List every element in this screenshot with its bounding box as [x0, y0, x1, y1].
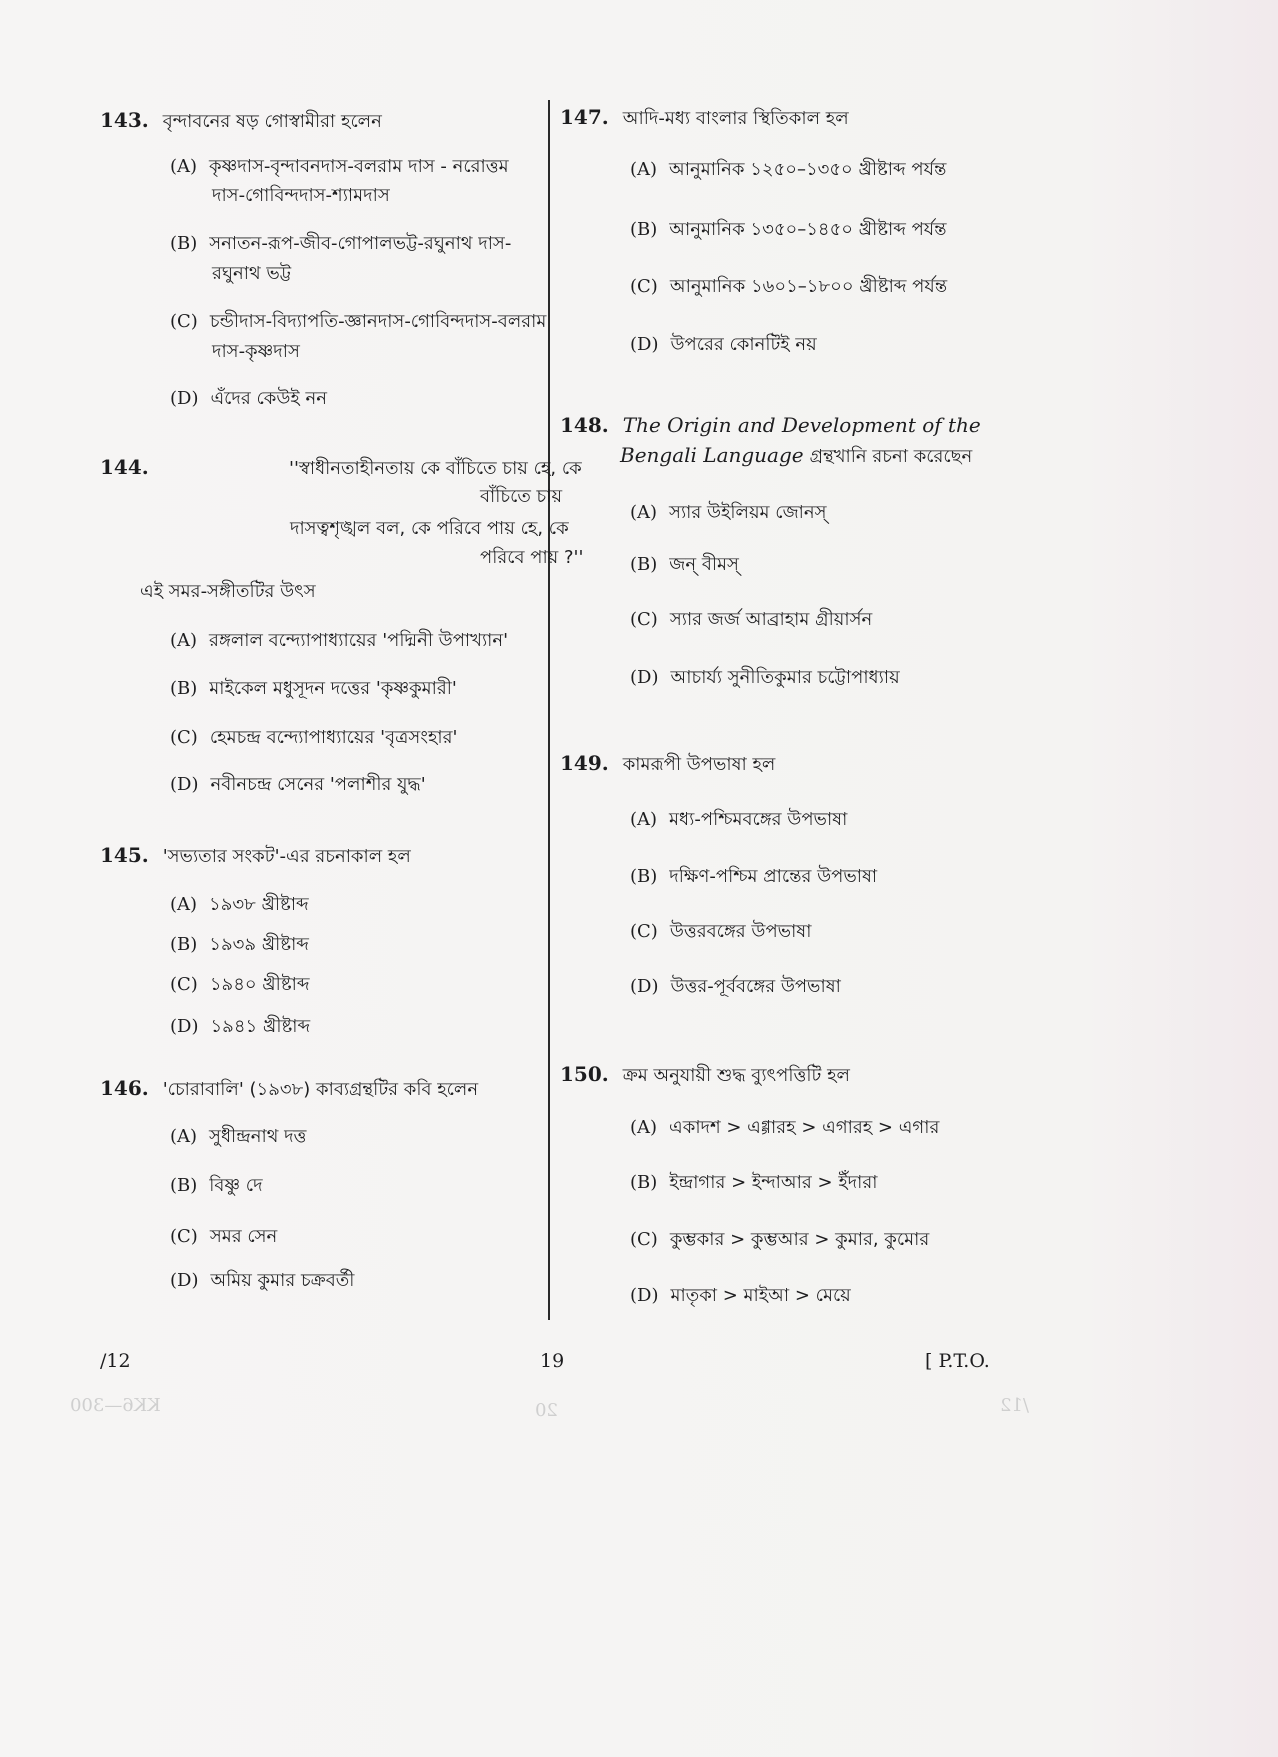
option-a [170, 893, 309, 917]
option-text: একাদশ > এগ্গারহ > এগারহ > এগার [669, 1117, 940, 1138]
question-stem-line [560, 413, 981, 439]
option-label: (B) [170, 233, 198, 254]
option-d [170, 773, 426, 797]
option-a [170, 629, 508, 653]
question-number: 149. [560, 751, 609, 775]
question-stem-text: আদি-মধ্য বাংলার স্থিতিকাল হল [622, 108, 849, 129]
option-label: (B) [630, 554, 658, 575]
option-label: (B) [170, 1175, 198, 1196]
option-label: (B) [630, 1172, 658, 1193]
question-stem-line [560, 1062, 850, 1088]
option-b [212, 262, 291, 286]
option-text: স্যার উইলিয়ম জোনস্ [669, 502, 827, 523]
option-d [170, 1015, 310, 1039]
option-d [170, 1269, 354, 1293]
option-text: কুম্ভকার > কুম্ভআর > কুমার, কুমোর [669, 1229, 930, 1250]
question-stem-text: দাসত্বশৃঙ্খল বল, কে পরিবে পায় হে, কে [290, 518, 569, 539]
question-stem-text: বৃন্দাবনের ষড় গোস্বামীরা হলেন [162, 111, 382, 132]
option-label: (A) [170, 1126, 198, 1147]
option-text: আনুমানিক ১৩৫০–১৪৫০ খ্রীষ্টাব্দ পর্যন্ত [669, 219, 947, 240]
question-stem-text: ক্রম অনুযায়ী শুদ্ধ ব্যুৎপত্তিটি হল [622, 1065, 850, 1086]
question-stem-text: ''স্বাধীনতাহীনতায় কে বাঁচিতে চায় হে, কে [289, 458, 582, 479]
option-label: (D) [630, 976, 659, 997]
bleed-through-code: KK6—300 [70, 1395, 161, 1416]
question-stem-text: পরিবে পায় ?'' [480, 547, 584, 568]
question-number: 148. [560, 413, 609, 437]
option-c [630, 1228, 929, 1252]
option-text: সুধীন্দ্রনাথ দত্ত [209, 1126, 307, 1147]
option-text: মধ্য-পশ্চিমবঙ্গের উপভাষা [669, 809, 848, 830]
question-stem-line [560, 105, 849, 131]
option-text: ইন্দ্রাগার > ইন্দাআর > ইঁদারা [669, 1172, 878, 1193]
option-label: (B) [170, 934, 198, 955]
option-label: (C) [630, 609, 658, 630]
option-label: (D) [170, 388, 199, 409]
question-stem-line [100, 1076, 478, 1102]
option-a [630, 808, 847, 832]
question-number: 147. [560, 105, 609, 129]
option-label: (A) [170, 894, 198, 915]
option-a [170, 155, 509, 179]
question-stem-text: এই সমর-সঙ্গীতটির উৎস [140, 581, 316, 602]
option-text: এঁদের কেউই নন [210, 388, 327, 409]
option-text: স্যার জর্জ আব্রাহাম গ্রীয়ার্সন [669, 609, 873, 630]
question-stem-line [560, 751, 775, 777]
option-label: (A) [630, 502, 658, 523]
option-a [170, 1125, 306, 1149]
page-number: 19 [540, 1350, 565, 1372]
option-c [630, 920, 811, 944]
bleed-through-mark: /12 [1000, 1395, 1029, 1416]
question-stem-line [480, 546, 583, 570]
option-b [170, 677, 457, 701]
option-d [170, 387, 327, 411]
option-b [630, 553, 739, 577]
option-text: দাস-গোবিন্দদাস-শ্যামদাস [212, 185, 390, 206]
option-label: (B) [170, 678, 198, 699]
question-stem-text: 'সভ্যতার সংকট'-এর রচনাকাল হল [162, 846, 411, 867]
option-text: আনুমানিক ১২৫০–১৩৫০ খ্রীষ্টাব্দ পর্যন্ত [669, 159, 947, 180]
option-b [630, 218, 947, 242]
option-label: (D) [630, 1285, 659, 1306]
option-text: ১৯৪১ খ্রীষ্টাব্দ [210, 1016, 311, 1037]
option-text: হেমচন্দ্র বন্দ্যোপাধ্যায়ের 'বৃত্রসংহার' [209, 727, 458, 748]
option-a [630, 158, 946, 182]
option-d [630, 1284, 851, 1308]
option-text: ১৯৪০ খ্রীষ্টাব্দ [209, 974, 310, 995]
option-c [212, 340, 300, 364]
option-text: উপরের কোনটিই নয় [670, 334, 817, 355]
option-b [170, 1174, 263, 1198]
option-d [630, 666, 900, 690]
question-number: 144. [100, 455, 149, 479]
option-a [630, 1116, 939, 1140]
option-text: সমর সেন [209, 1226, 278, 1247]
option-label: (A) [630, 1117, 658, 1138]
question-stem-text: গ্রন্থখানি রচনা করেছেন [809, 446, 973, 467]
option-c [630, 275, 947, 299]
option-text: মাতৃকা > মাইআ > মেয়ে [670, 1285, 851, 1306]
option-b [170, 232, 511, 256]
option-label: (C) [630, 1229, 658, 1250]
question-number: 143. [100, 108, 149, 132]
column-divider [548, 100, 550, 1320]
option-label: (D) [630, 667, 659, 688]
question-stem-line [100, 843, 411, 869]
option-d [630, 333, 817, 357]
option-text: উত্তর-পূর্ববঙ্গের উপভাষা [670, 976, 841, 997]
option-c [630, 608, 872, 632]
book-title-cont: Bengali Language [620, 443, 804, 467]
option-text: বিষ্ণু দে [209, 1175, 263, 1196]
option-label: (C) [170, 311, 198, 332]
pto-label: [ P.T.O. [925, 1350, 990, 1372]
bleed-through-page: 20 [535, 1400, 558, 1421]
option-label: (D) [170, 774, 199, 795]
question-stem-line [480, 485, 562, 509]
option-label: (B) [630, 219, 658, 240]
question-stem-line [290, 517, 569, 541]
option-text: ১৯৩৮ খ্রীষ্টাব্দ [209, 894, 309, 915]
option-label: (A) [630, 809, 658, 830]
option-label: (A) [170, 630, 198, 651]
question-number: 145. [100, 843, 149, 867]
option-b [630, 1171, 877, 1195]
option-b [630, 865, 877, 889]
option-label: (C) [170, 727, 198, 748]
option-text: নবীনচন্দ্র সেনের 'পলাশীর যুদ্ধ' [210, 774, 426, 795]
option-c [170, 726, 458, 750]
option-b [170, 933, 309, 957]
option-a [630, 501, 827, 525]
option-label: (D) [630, 334, 659, 355]
option-text: সনাতন-রূপ-জীব-গোপালভট্ট-রঘুনাথ দাস- [209, 233, 512, 254]
question-stem-line [100, 108, 382, 134]
option-text: জন্ বীমস্ [669, 554, 739, 575]
option-label: (D) [170, 1016, 199, 1037]
option-label: (A) [170, 156, 198, 177]
option-text: রঘুনাথ ভট্ট [212, 263, 292, 284]
question-stem-text: বাঁচিতে চায় [480, 486, 563, 507]
option-label: (D) [170, 1270, 199, 1291]
option-label: (A) [630, 159, 658, 180]
option-label: (C) [630, 921, 658, 942]
option-text: আচার্য্য সুনীতিকুমার চট্টোপাধ্যায় [670, 667, 900, 688]
question-stem-text: কামরূপী উপভাষা হল [622, 754, 776, 775]
option-c [170, 1225, 277, 1249]
question-stem-line [140, 580, 316, 604]
book-title: The Origin and Development of the [622, 413, 981, 437]
option-c [170, 973, 309, 997]
question-number: 150. [560, 1062, 609, 1086]
question-stem-line [620, 443, 972, 469]
option-text: ১৯৩৯ খ্রীষ্টাব্দ [209, 934, 309, 955]
option-a [212, 184, 390, 208]
option-text: কৃষ্ণদাস-বৃন্দাবনদাস-বলরাম দাস - নরোত্তম [209, 156, 509, 177]
option-text: দক্ষিণ-পশ্চিম প্রান্তের উপভাষা [669, 866, 878, 887]
option-label: (C) [630, 276, 658, 297]
question-stem-text: 'চোরাবালি' (১৯৩৮) কাব্যগ্রন্থটির কবি হলেন [162, 1079, 479, 1100]
option-label: (C) [170, 1226, 198, 1247]
option-text: চন্ডীদাস-বিদ্যাপতি-জ্ঞানদাস-গোবিন্দদাস-বলরাম [209, 311, 547, 332]
option-text: আনুমানিক ১৬০১–১৮০০ খ্রীষ্টাব্দ পর্যন্ত [669, 276, 948, 297]
option-text: দাস-কৃষ্ণদাস [212, 341, 300, 362]
option-label: (C) [170, 974, 198, 995]
option-text: রঙ্গলাল বন্দ্যোপাধ্যায়ের 'পদ্মিনী উপাখ্যান' [209, 630, 509, 651]
option-text: মাইকেল মধুসূদন দত্তের 'কৃষ্ণকুমারী' [209, 678, 457, 699]
question-stem-line [100, 455, 582, 481]
question-number: 146. [100, 1076, 149, 1100]
option-d [630, 975, 841, 999]
option-label: (B) [630, 866, 658, 887]
option-text: অমিয় কুমার চক্রবর্তী [210, 1270, 355, 1291]
footer-booklet-code: /12 [100, 1350, 131, 1372]
option-c [170, 310, 546, 334]
option-text: উত্তরবঙ্গের উপভাষা [669, 921, 812, 942]
